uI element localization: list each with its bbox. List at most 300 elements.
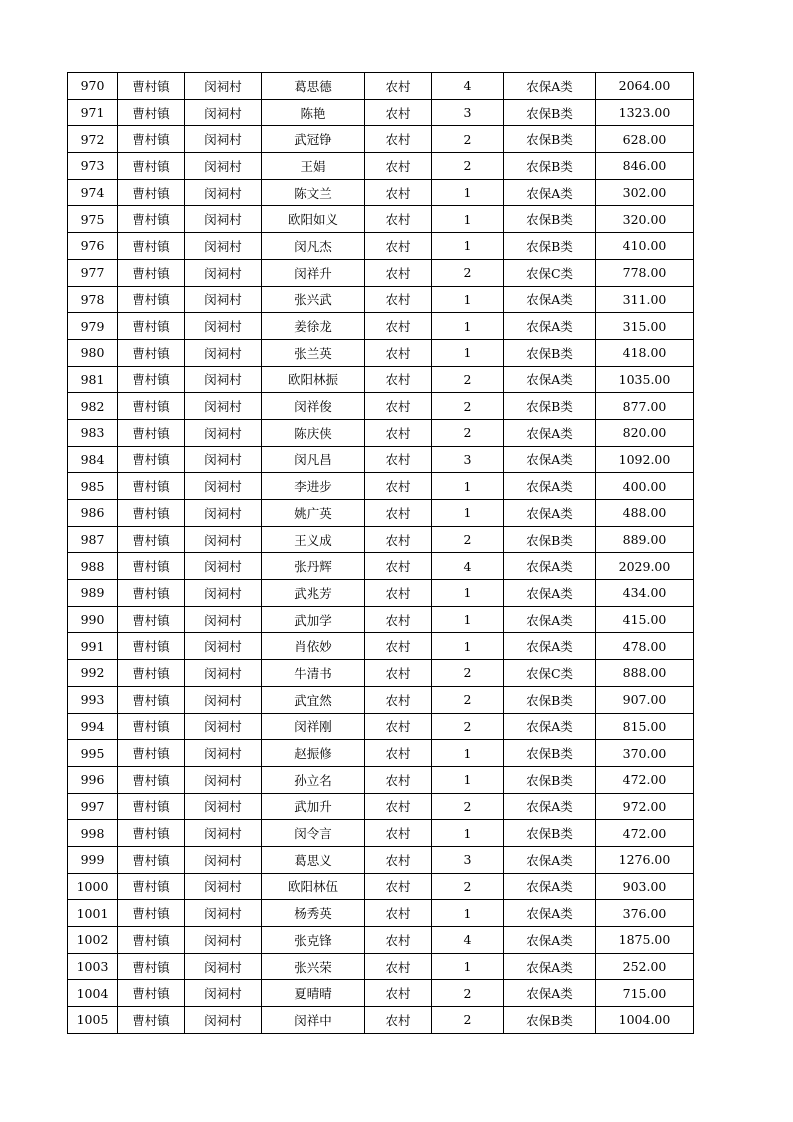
table-row (68, 633, 694, 660)
serial-number-cell: 973 (68, 153, 118, 180)
household-type-cell: 农村 (365, 927, 432, 954)
village-cell: 闵祠村 (185, 313, 262, 340)
town-cell: 曹村镇 (118, 606, 185, 633)
household-type-cell: 农村 (365, 713, 432, 740)
serial-number-cell: 982 (68, 393, 118, 420)
member-count-cell: 4 (432, 73, 504, 100)
member-count-cell: 2 (432, 393, 504, 420)
member-count-cell: 2 (432, 1007, 504, 1034)
category-cell: 农保A类 (504, 633, 596, 660)
table-body (68, 73, 694, 1034)
name-cell: 陈艳 (262, 99, 365, 126)
amount-cell: 2029.00 (596, 553, 694, 580)
village-cell: 闵祠村 (185, 419, 262, 446)
category-cell: 农保A类 (504, 713, 596, 740)
town-cell: 曹村镇 (118, 820, 185, 847)
table-row (68, 339, 694, 366)
amount-cell: 472.00 (596, 766, 694, 793)
name-cell: 王娟 (262, 153, 365, 180)
name-cell: 欧阳林伍 (262, 873, 365, 900)
table-row (68, 686, 694, 713)
amount-cell: 778.00 (596, 259, 694, 286)
household-type-cell: 农村 (365, 179, 432, 206)
serial-number-cell: 970 (68, 73, 118, 100)
category-cell: 农保A类 (504, 366, 596, 393)
town-cell: 曹村镇 (118, 233, 185, 260)
village-cell: 闵祠村 (185, 953, 262, 980)
household-type-cell: 农村 (365, 846, 432, 873)
village-cell: 闵祠村 (185, 606, 262, 633)
amount-cell: 877.00 (596, 393, 694, 420)
town-cell: 曹村镇 (118, 713, 185, 740)
village-cell: 闵祠村 (185, 766, 262, 793)
category-cell: 农保A类 (504, 980, 596, 1007)
member-count-cell: 1 (432, 233, 504, 260)
table-row (68, 900, 694, 927)
village-cell: 闵祠村 (185, 580, 262, 607)
household-type-cell: 农村 (365, 419, 432, 446)
category-cell: 农保C类 (504, 660, 596, 687)
amount-cell: 472.00 (596, 820, 694, 847)
town-cell: 曹村镇 (118, 366, 185, 393)
name-cell: 张兴荣 (262, 953, 365, 980)
household-type-cell: 农村 (365, 233, 432, 260)
table-row (68, 179, 694, 206)
name-cell: 闵令言 (262, 820, 365, 847)
table-row (68, 1007, 694, 1034)
name-cell: 闵祥升 (262, 259, 365, 286)
category-cell: 农保A类 (504, 900, 596, 927)
town-cell: 曹村镇 (118, 846, 185, 873)
village-cell: 闵祠村 (185, 900, 262, 927)
village-cell: 闵祠村 (185, 366, 262, 393)
table-row (68, 473, 694, 500)
name-cell: 武加学 (262, 606, 365, 633)
household-type-cell: 农村 (365, 686, 432, 713)
amount-cell: 418.00 (596, 339, 694, 366)
name-cell: 闵祥中 (262, 1007, 365, 1034)
member-count-cell: 1 (432, 179, 504, 206)
amount-cell: 2064.00 (596, 73, 694, 100)
table-row (68, 793, 694, 820)
serial-number-cell: 999 (68, 846, 118, 873)
town-cell: 曹村镇 (118, 73, 185, 100)
amount-cell: 889.00 (596, 526, 694, 553)
category-cell: 农保A类 (504, 873, 596, 900)
name-cell: 欧阳如义 (262, 206, 365, 233)
household-type-cell: 农村 (365, 740, 432, 767)
category-cell: 农保B类 (504, 820, 596, 847)
town-cell: 曹村镇 (118, 473, 185, 500)
serial-number-cell: 979 (68, 313, 118, 340)
name-cell: 武冠铮 (262, 126, 365, 153)
category-cell: 农保B类 (504, 740, 596, 767)
amount-cell: 1323.00 (596, 99, 694, 126)
name-cell: 陈文兰 (262, 179, 365, 206)
member-count-cell: 3 (432, 99, 504, 126)
amount-cell: 888.00 (596, 660, 694, 687)
category-cell: 农保B类 (504, 126, 596, 153)
household-type-cell: 农村 (365, 820, 432, 847)
member-count-cell: 2 (432, 713, 504, 740)
town-cell: 曹村镇 (118, 980, 185, 1007)
serial-number-cell: 1003 (68, 953, 118, 980)
household-type-cell: 农村 (365, 900, 432, 927)
town-cell: 曹村镇 (118, 633, 185, 660)
table-row (68, 606, 694, 633)
amount-cell: 1276.00 (596, 846, 694, 873)
village-cell: 闵祠村 (185, 286, 262, 313)
allowance-table (67, 72, 694, 1034)
village-cell: 闵祠村 (185, 500, 262, 527)
serial-number-cell: 986 (68, 500, 118, 527)
member-count-cell: 1 (432, 206, 504, 233)
category-cell: 农保A类 (504, 286, 596, 313)
town-cell: 曹村镇 (118, 953, 185, 980)
member-count-cell: 2 (432, 366, 504, 393)
category-cell: 农保A类 (504, 580, 596, 607)
table-row (68, 126, 694, 153)
category-cell: 农保A类 (504, 473, 596, 500)
town-cell: 曹村镇 (118, 686, 185, 713)
amount-cell: 820.00 (596, 419, 694, 446)
town-cell: 曹村镇 (118, 526, 185, 553)
category-cell: 农保C类 (504, 259, 596, 286)
serial-number-cell: 977 (68, 259, 118, 286)
village-cell: 闵祠村 (185, 713, 262, 740)
member-count-cell: 4 (432, 553, 504, 580)
serial-number-cell: 991 (68, 633, 118, 660)
town-cell: 曹村镇 (118, 740, 185, 767)
category-cell: 农保B类 (504, 339, 596, 366)
name-cell: 闵凡昌 (262, 446, 365, 473)
serial-number-cell: 976 (68, 233, 118, 260)
serial-number-cell: 997 (68, 793, 118, 820)
household-type-cell: 农村 (365, 793, 432, 820)
table-row (68, 526, 694, 553)
member-count-cell: 1 (432, 740, 504, 767)
town-cell: 曹村镇 (118, 153, 185, 180)
village-cell: 闵祠村 (185, 846, 262, 873)
village-cell: 闵祠村 (185, 233, 262, 260)
name-cell: 王义成 (262, 526, 365, 553)
village-cell: 闵祠村 (185, 820, 262, 847)
name-cell: 陈庆侠 (262, 419, 365, 446)
name-cell: 武兆芳 (262, 580, 365, 607)
amount-cell: 252.00 (596, 953, 694, 980)
serial-number-cell: 981 (68, 366, 118, 393)
amount-cell: 478.00 (596, 633, 694, 660)
town-cell: 曹村镇 (118, 126, 185, 153)
member-count-cell: 1 (432, 286, 504, 313)
category-cell: 农保A类 (504, 953, 596, 980)
category-cell: 农保B类 (504, 153, 596, 180)
table-row (68, 446, 694, 473)
member-count-cell: 2 (432, 686, 504, 713)
amount-cell: 370.00 (596, 740, 694, 767)
name-cell: 闵祥刚 (262, 713, 365, 740)
amount-cell: 972.00 (596, 793, 694, 820)
name-cell: 张兰英 (262, 339, 365, 366)
table-row (68, 740, 694, 767)
town-cell: 曹村镇 (118, 419, 185, 446)
member-count-cell: 1 (432, 606, 504, 633)
town-cell: 曹村镇 (118, 766, 185, 793)
category-cell: 农保A类 (504, 793, 596, 820)
category-cell: 农保B类 (504, 99, 596, 126)
village-cell: 闵祠村 (185, 339, 262, 366)
category-cell: 农保B类 (504, 233, 596, 260)
table-row (68, 73, 694, 100)
table-row (68, 206, 694, 233)
member-count-cell: 2 (432, 419, 504, 446)
town-cell: 曹村镇 (118, 393, 185, 420)
serial-number-cell: 988 (68, 553, 118, 580)
amount-cell: 376.00 (596, 900, 694, 927)
serial-number-cell: 1001 (68, 900, 118, 927)
serial-number-cell: 972 (68, 126, 118, 153)
member-count-cell: 1 (432, 580, 504, 607)
household-type-cell: 农村 (365, 660, 432, 687)
table-row (68, 153, 694, 180)
town-cell: 曹村镇 (118, 99, 185, 126)
category-cell: 农保A类 (504, 927, 596, 954)
amount-cell: 1092.00 (596, 446, 694, 473)
village-cell: 闵祠村 (185, 686, 262, 713)
village-cell: 闵祠村 (185, 473, 262, 500)
category-cell: 农保A类 (504, 446, 596, 473)
table-row (68, 927, 694, 954)
town-cell: 曹村镇 (118, 339, 185, 366)
category-cell: 农保B类 (504, 686, 596, 713)
category-cell: 农保A类 (504, 419, 596, 446)
amount-cell: 311.00 (596, 286, 694, 313)
amount-cell: 907.00 (596, 686, 694, 713)
serial-number-cell: 1004 (68, 980, 118, 1007)
village-cell: 闵祠村 (185, 99, 262, 126)
village-cell: 闵祠村 (185, 633, 262, 660)
serial-number-cell: 990 (68, 606, 118, 633)
household-type-cell: 农村 (365, 99, 432, 126)
member-count-cell: 2 (432, 526, 504, 553)
table-row (68, 953, 694, 980)
amount-cell: 1035.00 (596, 366, 694, 393)
serial-number-cell: 987 (68, 526, 118, 553)
household-type-cell: 农村 (365, 339, 432, 366)
name-cell: 闵祥俊 (262, 393, 365, 420)
name-cell: 武宜然 (262, 686, 365, 713)
category-cell: 农保A类 (504, 606, 596, 633)
name-cell: 牛清书 (262, 660, 365, 687)
serial-number-cell: 993 (68, 686, 118, 713)
village-cell: 闵祠村 (185, 179, 262, 206)
serial-number-cell: 971 (68, 99, 118, 126)
serial-number-cell: 975 (68, 206, 118, 233)
name-cell: 张克锋 (262, 927, 365, 954)
category-cell: 农保B类 (504, 766, 596, 793)
town-cell: 曹村镇 (118, 553, 185, 580)
member-count-cell: 1 (432, 313, 504, 340)
serial-number-cell: 998 (68, 820, 118, 847)
household-type-cell: 农村 (365, 553, 432, 580)
village-cell: 闵祠村 (185, 526, 262, 553)
household-type-cell: 农村 (365, 473, 432, 500)
amount-cell: 400.00 (596, 473, 694, 500)
name-cell: 张丹辉 (262, 553, 365, 580)
household-type-cell: 农村 (365, 980, 432, 1007)
town-cell: 曹村镇 (118, 500, 185, 527)
table-row (68, 286, 694, 313)
name-cell: 葛思义 (262, 846, 365, 873)
town-cell: 曹村镇 (118, 313, 185, 340)
name-cell: 孙立名 (262, 766, 365, 793)
village-cell: 闵祠村 (185, 393, 262, 420)
member-count-cell: 1 (432, 900, 504, 927)
household-type-cell: 农村 (365, 633, 432, 660)
serial-number-cell: 1000 (68, 873, 118, 900)
category-cell: 农保B类 (504, 206, 596, 233)
town-cell: 曹村镇 (118, 580, 185, 607)
member-count-cell: 2 (432, 660, 504, 687)
town-cell: 曹村镇 (118, 873, 185, 900)
serial-number-cell: 994 (68, 713, 118, 740)
serial-number-cell: 1002 (68, 927, 118, 954)
member-count-cell: 2 (432, 873, 504, 900)
amount-cell: 903.00 (596, 873, 694, 900)
household-type-cell: 农村 (365, 73, 432, 100)
serial-number-cell: 978 (68, 286, 118, 313)
amount-cell: 320.00 (596, 206, 694, 233)
category-cell: 农保B类 (504, 393, 596, 420)
amount-cell: 315.00 (596, 313, 694, 340)
amount-cell: 846.00 (596, 153, 694, 180)
table-row (68, 259, 694, 286)
amount-cell: 434.00 (596, 580, 694, 607)
table-row (68, 713, 694, 740)
category-cell: 农保A类 (504, 553, 596, 580)
serial-number-cell: 995 (68, 740, 118, 767)
village-cell: 闵祠村 (185, 1007, 262, 1034)
name-cell: 武加升 (262, 793, 365, 820)
serial-number-cell: 992 (68, 660, 118, 687)
village-cell: 闵祠村 (185, 793, 262, 820)
category-cell: 农保B类 (504, 526, 596, 553)
name-cell: 张兴武 (262, 286, 365, 313)
town-cell: 曹村镇 (118, 1007, 185, 1034)
table-row (68, 980, 694, 1007)
serial-number-cell: 984 (68, 446, 118, 473)
name-cell: 赵振修 (262, 740, 365, 767)
table-row (68, 660, 694, 687)
household-type-cell: 农村 (365, 153, 432, 180)
town-cell: 曹村镇 (118, 259, 185, 286)
household-type-cell: 农村 (365, 446, 432, 473)
town-cell: 曹村镇 (118, 900, 185, 927)
category-cell: 农保A类 (504, 179, 596, 206)
member-count-cell: 1 (432, 820, 504, 847)
serial-number-cell: 989 (68, 580, 118, 607)
table-row (68, 419, 694, 446)
serial-number-cell: 1005 (68, 1007, 118, 1034)
member-count-cell: 1 (432, 633, 504, 660)
household-type-cell: 农村 (365, 286, 432, 313)
category-cell: 农保A类 (504, 313, 596, 340)
serial-number-cell: 985 (68, 473, 118, 500)
table-row (68, 553, 694, 580)
member-count-cell: 2 (432, 793, 504, 820)
serial-number-cell: 974 (68, 179, 118, 206)
table-row (68, 393, 694, 420)
table-row (68, 766, 694, 793)
village-cell: 闵祠村 (185, 73, 262, 100)
village-cell: 闵祠村 (185, 740, 262, 767)
table-row (68, 366, 694, 393)
town-cell: 曹村镇 (118, 446, 185, 473)
serial-number-cell: 980 (68, 339, 118, 366)
member-count-cell: 3 (432, 446, 504, 473)
village-cell: 闵祠村 (185, 206, 262, 233)
member-count-cell: 4 (432, 927, 504, 954)
name-cell: 夏晴晴 (262, 980, 365, 1007)
household-type-cell: 农村 (365, 393, 432, 420)
household-type-cell: 农村 (365, 606, 432, 633)
table-row (68, 820, 694, 847)
household-type-cell: 农村 (365, 259, 432, 286)
table-row (68, 313, 694, 340)
town-cell: 曹村镇 (118, 660, 185, 687)
amount-cell: 302.00 (596, 179, 694, 206)
town-cell: 曹村镇 (118, 206, 185, 233)
member-count-cell: 2 (432, 980, 504, 1007)
name-cell: 闵凡杰 (262, 233, 365, 260)
member-count-cell: 2 (432, 259, 504, 286)
village-cell: 闵祠村 (185, 873, 262, 900)
category-cell: 农保A类 (504, 846, 596, 873)
household-type-cell: 农村 (365, 873, 432, 900)
category-cell: 农保B类 (504, 1007, 596, 1034)
household-type-cell: 农村 (365, 500, 432, 527)
table-row (68, 500, 694, 527)
village-cell: 闵祠村 (185, 126, 262, 153)
name-cell: 葛思德 (262, 73, 365, 100)
village-cell: 闵祠村 (185, 927, 262, 954)
household-type-cell: 农村 (365, 366, 432, 393)
member-count-cell: 3 (432, 846, 504, 873)
name-cell: 肖依妙 (262, 633, 365, 660)
town-cell: 曹村镇 (118, 793, 185, 820)
table-row (68, 580, 694, 607)
name-cell: 欧阳林振 (262, 366, 365, 393)
household-type-cell: 农村 (365, 1007, 432, 1034)
member-count-cell: 2 (432, 126, 504, 153)
name-cell: 杨秀英 (262, 900, 365, 927)
household-type-cell: 农村 (365, 526, 432, 553)
village-cell: 闵祠村 (185, 553, 262, 580)
village-cell: 闵祠村 (185, 980, 262, 1007)
village-cell: 闵祠村 (185, 660, 262, 687)
name-cell: 李进步 (262, 473, 365, 500)
amount-cell: 1004.00 (596, 1007, 694, 1034)
serial-number-cell: 983 (68, 419, 118, 446)
household-type-cell: 农村 (365, 766, 432, 793)
village-cell: 闵祠村 (185, 259, 262, 286)
amount-cell: 628.00 (596, 126, 694, 153)
name-cell: 姚广英 (262, 500, 365, 527)
serial-number-cell: 996 (68, 766, 118, 793)
amount-cell: 815.00 (596, 713, 694, 740)
household-type-cell: 农村 (365, 206, 432, 233)
member-count-cell: 2 (432, 153, 504, 180)
